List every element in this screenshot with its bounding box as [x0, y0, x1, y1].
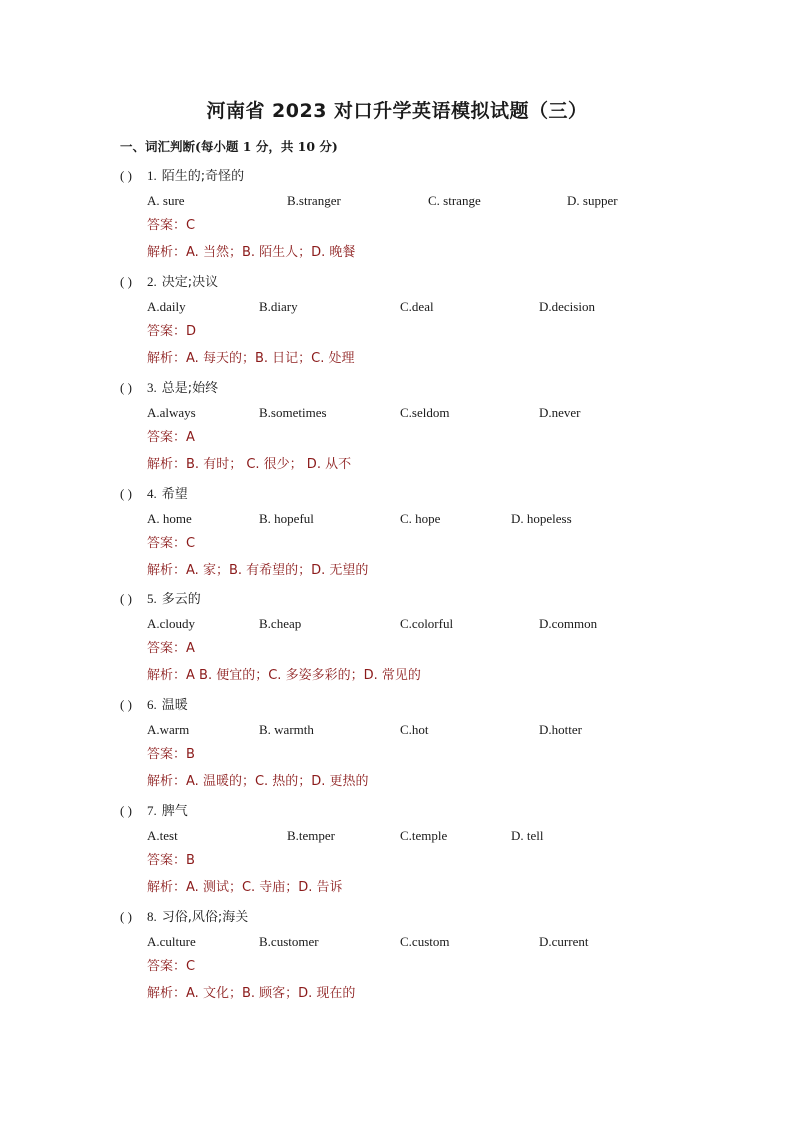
- question-4: [0, 484, 794, 590]
- analysis-label: 解析：: [147, 563, 187, 578]
- option-a[interactable]: A.always: [147, 405, 196, 420]
- answer-line: [147, 640, 195, 658]
- option-d[interactable]: D. tell: [511, 828, 544, 843]
- answer-bracket[interactable]: ( ): [120, 380, 132, 395]
- question-stem: [120, 801, 188, 821]
- option-c[interactable]: C.temple: [400, 828, 448, 843]
- question-number: 1.: [147, 168, 157, 183]
- answer-bracket[interactable]: ( ): [120, 909, 132, 924]
- option-c[interactable]: C.deal: [400, 299, 434, 314]
- question-meaning: 总是;始终: [161, 381, 219, 396]
- answer-bracket[interactable]: ( ): [120, 591, 132, 606]
- analysis-text: A. 温暖的；C. 热的；D. 更热的: [186, 774, 369, 789]
- question-meaning: 希望: [161, 487, 188, 502]
- answer-line: [147, 852, 195, 870]
- question-3: [0, 378, 794, 484]
- analysis-text: A. 当然；B. 陌生人；D. 晚餐: [186, 245, 356, 260]
- analysis-label: 解析：: [147, 245, 187, 260]
- analysis-line: [147, 667, 421, 685]
- answer-label: 答案：: [147, 959, 187, 974]
- analysis-text: A. 每天的；B. 日记；C. 处理: [186, 351, 355, 366]
- option-b[interactable]: B.temper: [287, 828, 336, 843]
- question-stem: [120, 589, 201, 609]
- answer-bracket[interactable]: ( ): [120, 274, 132, 289]
- answer-value: C: [186, 218, 196, 233]
- answer-bracket[interactable]: ( ): [120, 697, 132, 712]
- answer-bracket[interactable]: ( ): [120, 486, 132, 501]
- answer-label: 答案：: [147, 218, 187, 233]
- question-meaning: 决定;决议: [161, 275, 219, 290]
- answer-value: B: [186, 853, 195, 868]
- option-a[interactable]: A.culture: [147, 934, 196, 949]
- question-number: 8.: [147, 909, 157, 924]
- option-d[interactable]: D. supper: [567, 193, 618, 208]
- option-b[interactable]: B. hopeful: [259, 511, 314, 526]
- question-1: [0, 166, 794, 272]
- analysis-line: [147, 456, 351, 474]
- answer-bracket[interactable]: ( ): [120, 168, 132, 183]
- question-meaning: 多云的: [161, 592, 201, 607]
- question-meaning: 陌生的;奇怪的: [161, 169, 245, 184]
- analysis-text: A. 家；B. 有希望的；D. 无望的: [186, 563, 369, 578]
- option-c[interactable]: C. strange: [428, 193, 481, 208]
- analysis-text: A. 文化；B. 顾客；D. 现在的: [186, 986, 356, 1001]
- question-number: 2.: [147, 274, 157, 289]
- option-c[interactable]: C.custom: [400, 934, 450, 949]
- analysis-line: [147, 985, 355, 1003]
- answer-label: 答案：: [147, 747, 187, 762]
- question-stem: [120, 378, 218, 398]
- answer-label: 答案：: [147, 324, 187, 339]
- option-d[interactable]: D.current: [539, 934, 589, 949]
- answer-line: [147, 958, 195, 976]
- option-a[interactable]: A.cloudy: [147, 616, 196, 631]
- option-b[interactable]: B.diary: [259, 299, 298, 314]
- option-b[interactable]: B.sometimes: [259, 405, 327, 420]
- analysis-label: 解析：: [147, 457, 187, 472]
- option-a[interactable]: A.test: [147, 828, 178, 843]
- option-a[interactable]: A. home: [147, 511, 192, 526]
- answer-value: A: [186, 641, 195, 656]
- option-c[interactable]: C. hope: [400, 511, 441, 526]
- answer-value: D: [186, 324, 197, 339]
- analysis-line: [147, 879, 343, 897]
- option-b[interactable]: B. warmth: [259, 722, 314, 737]
- question-stem: [120, 695, 188, 715]
- question-meaning: 温暖: [161, 698, 188, 713]
- answer-value: C: [186, 536, 196, 551]
- option-a[interactable]: A.warm: [147, 722, 190, 737]
- answer-line: [147, 746, 195, 764]
- answer-value: C: [186, 959, 196, 974]
- option-d[interactable]: D. hopeless: [511, 511, 572, 526]
- question-number: 6.: [147, 697, 157, 712]
- question-number: 4.: [147, 486, 157, 501]
- option-c[interactable]: C.hot: [400, 722, 429, 737]
- option-b[interactable]: B.customer: [259, 934, 319, 949]
- analysis-line: [147, 773, 369, 791]
- section-heading: 一、词汇判断(每小题 1 分，共 10 分): [120, 139, 338, 154]
- answer-line: [147, 323, 196, 341]
- option-b[interactable]: B.stranger: [287, 193, 341, 208]
- question-number: 7.: [147, 803, 157, 818]
- answer-value: A: [186, 430, 195, 445]
- question-stem: [120, 166, 244, 186]
- option-d[interactable]: D.never: [539, 405, 581, 420]
- option-a[interactable]: A. sure: [147, 193, 185, 208]
- analysis-line: [147, 350, 354, 368]
- option-a[interactable]: A.daily: [147, 299, 186, 314]
- option-c[interactable]: C.colorful: [400, 616, 454, 631]
- answer-value: B: [186, 747, 195, 762]
- option-d[interactable]: D.hotter: [539, 722, 582, 737]
- analysis-label: 解析：: [147, 986, 187, 1001]
- question-8: [0, 907, 794, 1013]
- answer-label: 答案：: [147, 853, 187, 868]
- question-stem: [120, 907, 248, 927]
- answer-label: 答案：: [147, 430, 187, 445]
- question-7: [0, 801, 794, 907]
- analysis-line: [147, 244, 355, 262]
- question-meaning: 习俗,风俗;海关: [161, 910, 249, 925]
- analysis-label: 解析：: [147, 351, 187, 366]
- analysis-text: B. 有时； C. 很少； D. 从不: [186, 457, 352, 472]
- option-d[interactable]: D.decision: [539, 299, 595, 314]
- analysis-label: 解析：: [147, 880, 187, 895]
- question-stem: [120, 272, 218, 292]
- answer-line: [147, 429, 195, 447]
- answer-label: 答案：: [147, 641, 187, 656]
- answer-label: 答案：: [147, 536, 187, 551]
- question-stem: [120, 484, 188, 504]
- answer-line: [147, 217, 195, 235]
- question-2: [0, 272, 794, 378]
- answer-line: [147, 535, 195, 553]
- question-number: 3.: [147, 380, 157, 395]
- question-6: [0, 695, 794, 801]
- page-title: 河南省 2023 对口升学英语模拟试题（三）: [206, 100, 588, 122]
- analysis-text: A. 测试；C. 寺庙；D. 告诉: [186, 880, 343, 895]
- analysis-text: A B. 便宜的；C. 多姿多彩的；D. 常见的: [186, 668, 421, 683]
- analysis-line: [147, 562, 368, 580]
- question-meaning: 脾气: [161, 804, 188, 819]
- option-d[interactable]: D.common: [539, 616, 598, 631]
- question-5: [0, 589, 794, 695]
- analysis-label: 解析：: [147, 668, 187, 683]
- answer-bracket[interactable]: ( ): [120, 803, 132, 818]
- question-number: 5.: [147, 591, 157, 606]
- option-b[interactable]: B.cheap: [259, 616, 302, 631]
- option-c[interactable]: C.seldom: [400, 405, 450, 420]
- analysis-label: 解析：: [147, 774, 187, 789]
